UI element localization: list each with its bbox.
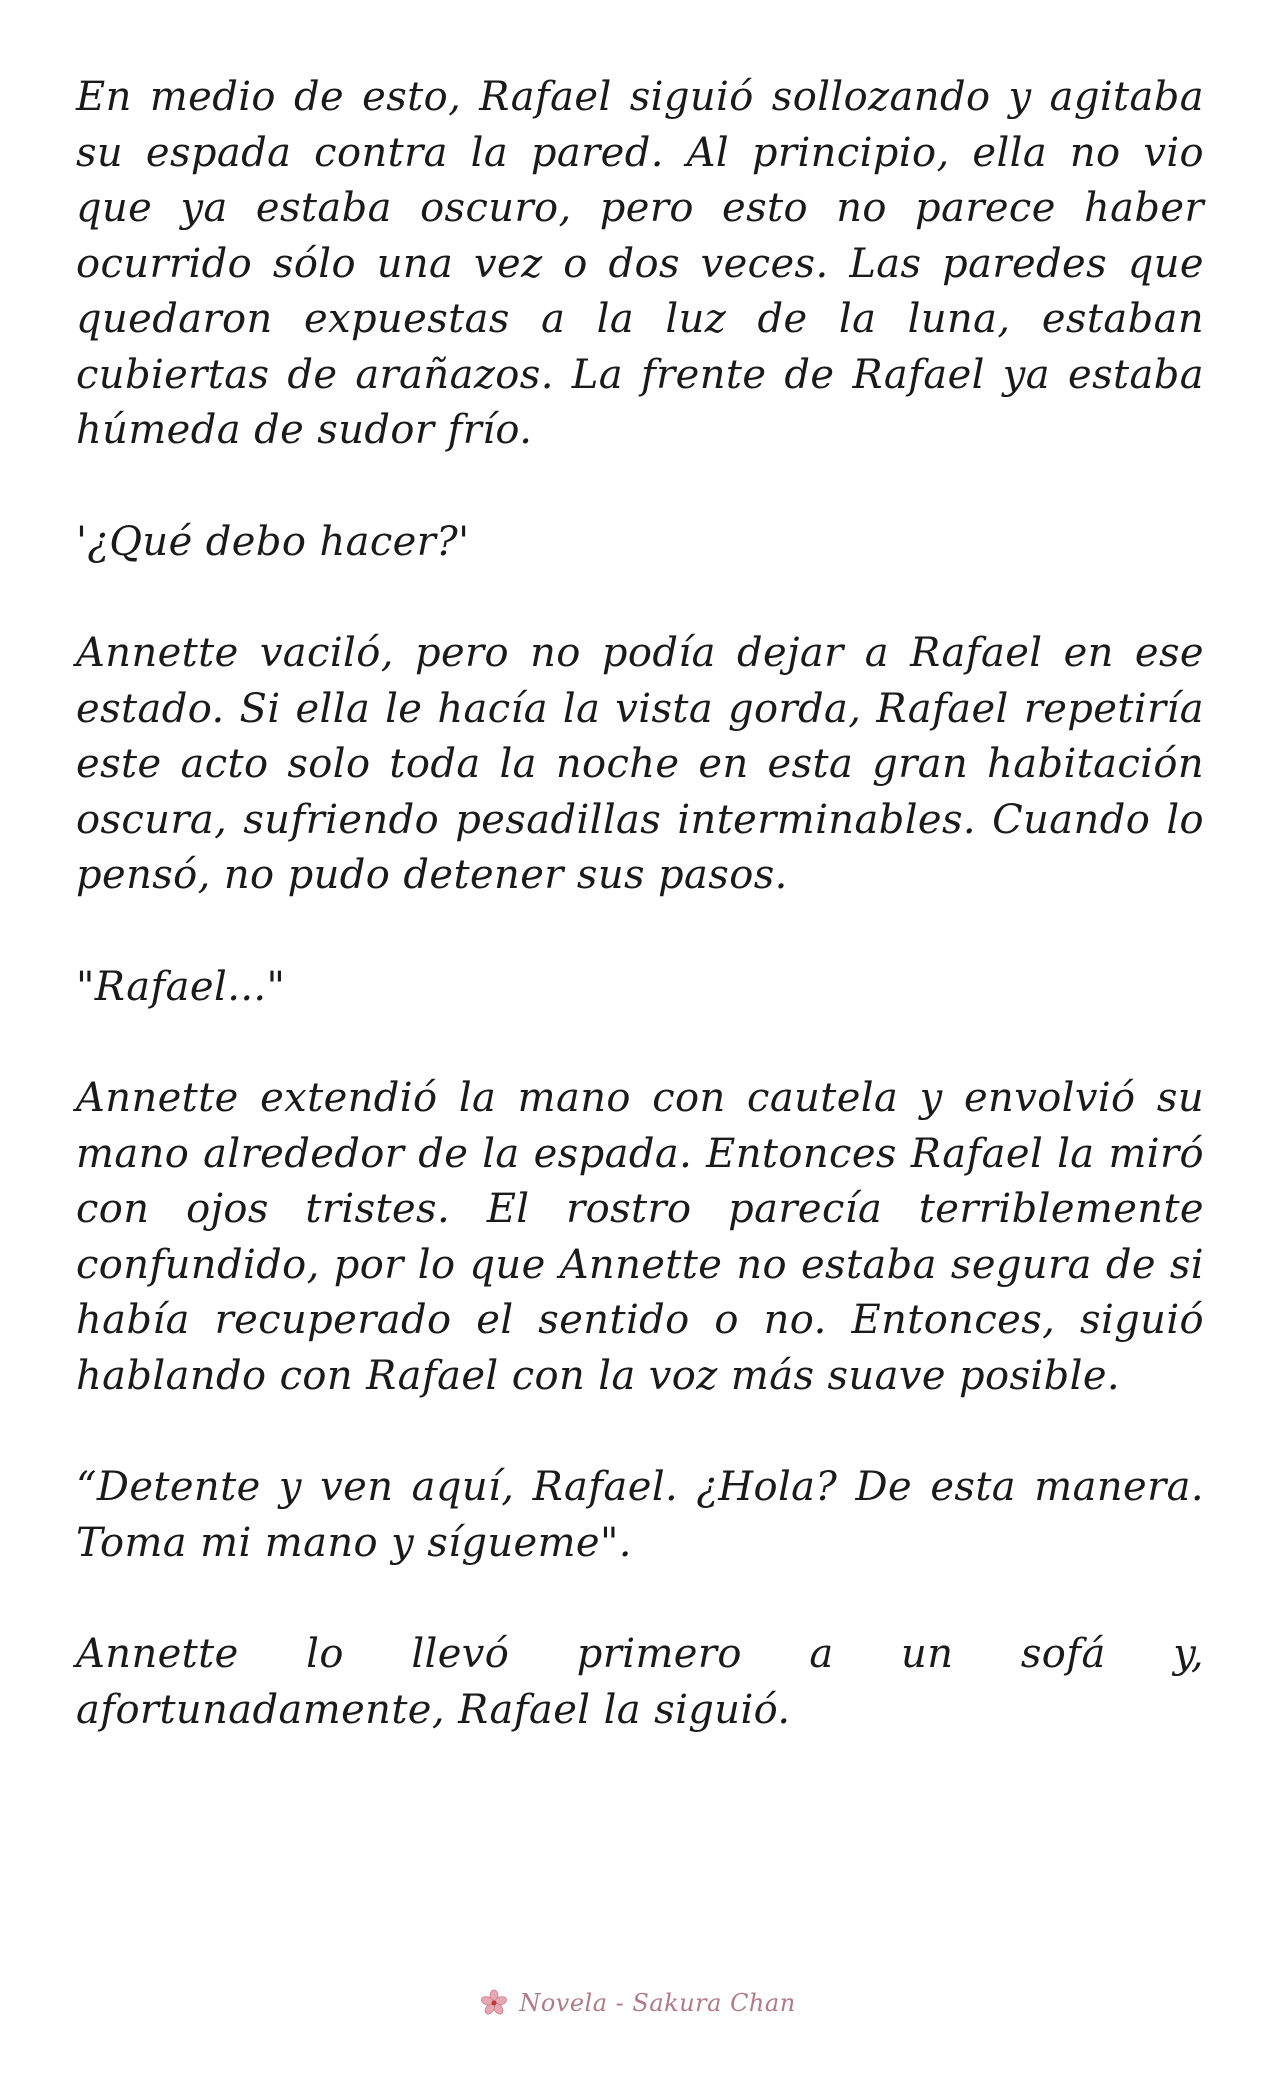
paragraph-2-thought: '¿Qué debo hacer?' bbox=[76, 518, 470, 565]
paragraph-3: Annette vaciló, pero no podía dejar a Rafael en ese estado. Si ella le hacía la vista gorda, Rafael repetiría este acto solo toda la noche en esta gran habitación oscura, sufriendo pesadillas interminables. Cuando lo pensó, no pudo detener sus pasos. bbox=[76, 630, 1204, 898]
footer-credit-text: Novela - Sakura Chan bbox=[519, 1989, 796, 2017]
sakura-flower-icon bbox=[479, 1988, 509, 2018]
paragraph-5: Annette extendió la mano con cautela y envolvió su mano alrededor de la espada. Entonces Rafael la miró con ojos tristes. El rostro parecía terriblemente confundido, por lo que Annette no estaba segura de si había recuperado el sentido o no. Entonces, siguió hablando con Rafael con la voz más suave posible. bbox=[76, 1075, 1204, 1399]
paragraph-1: En medio de esto, Rafael siguió sollozando y agitaba su espada contra la pared. Al principio, ella no vio que ya estaba oscuro, pero esto no parece haber ocurrido sólo una vez o dos veces. Las paredes que quedaron expuestas a la luz de la luna, estaban cubiertas de arañazos. La frente de Rafael ya estaba húmeda de sudor frío. bbox=[76, 74, 1204, 453]
document-body bbox=[76, 70, 1204, 1794]
paragraph-6-dialogue: “Detente y ven aquí, Rafael. ¿Hola? De esta manera. Toma mi mano y sígueme". bbox=[76, 1464, 1204, 1566]
paragraph-4-dialogue: "Rafael..." bbox=[76, 963, 286, 1010]
footer-watermark bbox=[0, 1988, 1275, 2018]
paragraph-7: Annette lo llevó primero a un sofá y, afortunadamente, Rafael la siguió. bbox=[76, 1631, 1204, 1733]
